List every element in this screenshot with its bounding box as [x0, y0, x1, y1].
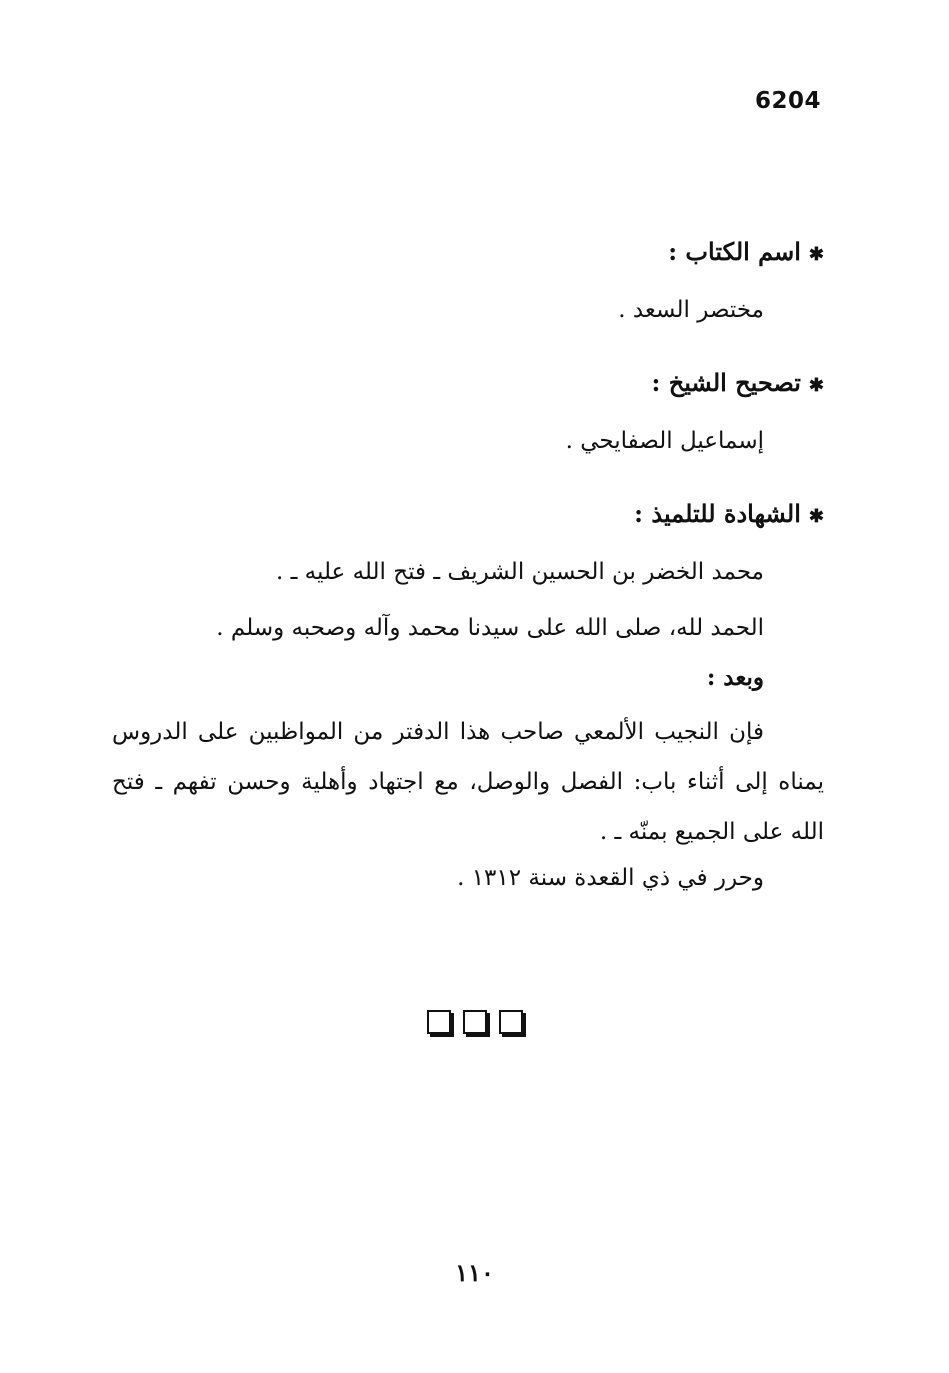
certificate-heading-text: الشهادة للتلميذ :	[634, 499, 801, 528]
page-number: ١١٠	[455, 1258, 494, 1287]
certificate-paragraph	[112, 707, 824, 857]
certificate-praise: الحمد لله، صلى الله على سيدنا محمد وآله وصحبه وسلم .	[216, 615, 764, 641]
page-content	[112, 232, 824, 899]
square-ornament-icon	[499, 1010, 523, 1034]
book-name-heading	[112, 232, 824, 275]
asterisk-icon: ✱	[808, 244, 824, 265]
date-line: وحرر في ذي القعدة سنة ١٣١٢ .	[457, 865, 764, 891]
book-name-heading-text: اسم الكتاب :	[668, 237, 801, 266]
book-name-value: مختصر السعد .	[618, 297, 764, 323]
asterisk-icon: ✱	[808, 375, 824, 396]
square-ornament-icon	[463, 1010, 487, 1034]
correction-heading	[112, 363, 824, 406]
certificate-student: محمد الخضر بن الحسين الشريف ـ فتح الله عليه ـ .	[276, 559, 764, 585]
asterisk-icon: ✱	[808, 506, 824, 527]
correction-heading-text: تصحيح الشيخ :	[651, 368, 801, 397]
document-id-number: 6204	[754, 88, 821, 114]
certificate-paragraph-text: فإن النجيب الألمعي صاحب هذا الدفتر من المواظبين على الدروس يمناه إلى أثناء باب: الفصل والوصل، مع اجتهاد وأهلية وحسن تفهم ـ فتح الله على الجميع بمنّه ـ .	[112, 719, 824, 845]
section-end-ornament	[0, 1010, 949, 1034]
correction-value: إسماعيل الصفايحي .	[565, 428, 764, 454]
after-heading: وبعد :	[706, 664, 764, 691]
certificate-heading	[112, 494, 824, 537]
square-ornament-icon	[427, 1010, 451, 1034]
